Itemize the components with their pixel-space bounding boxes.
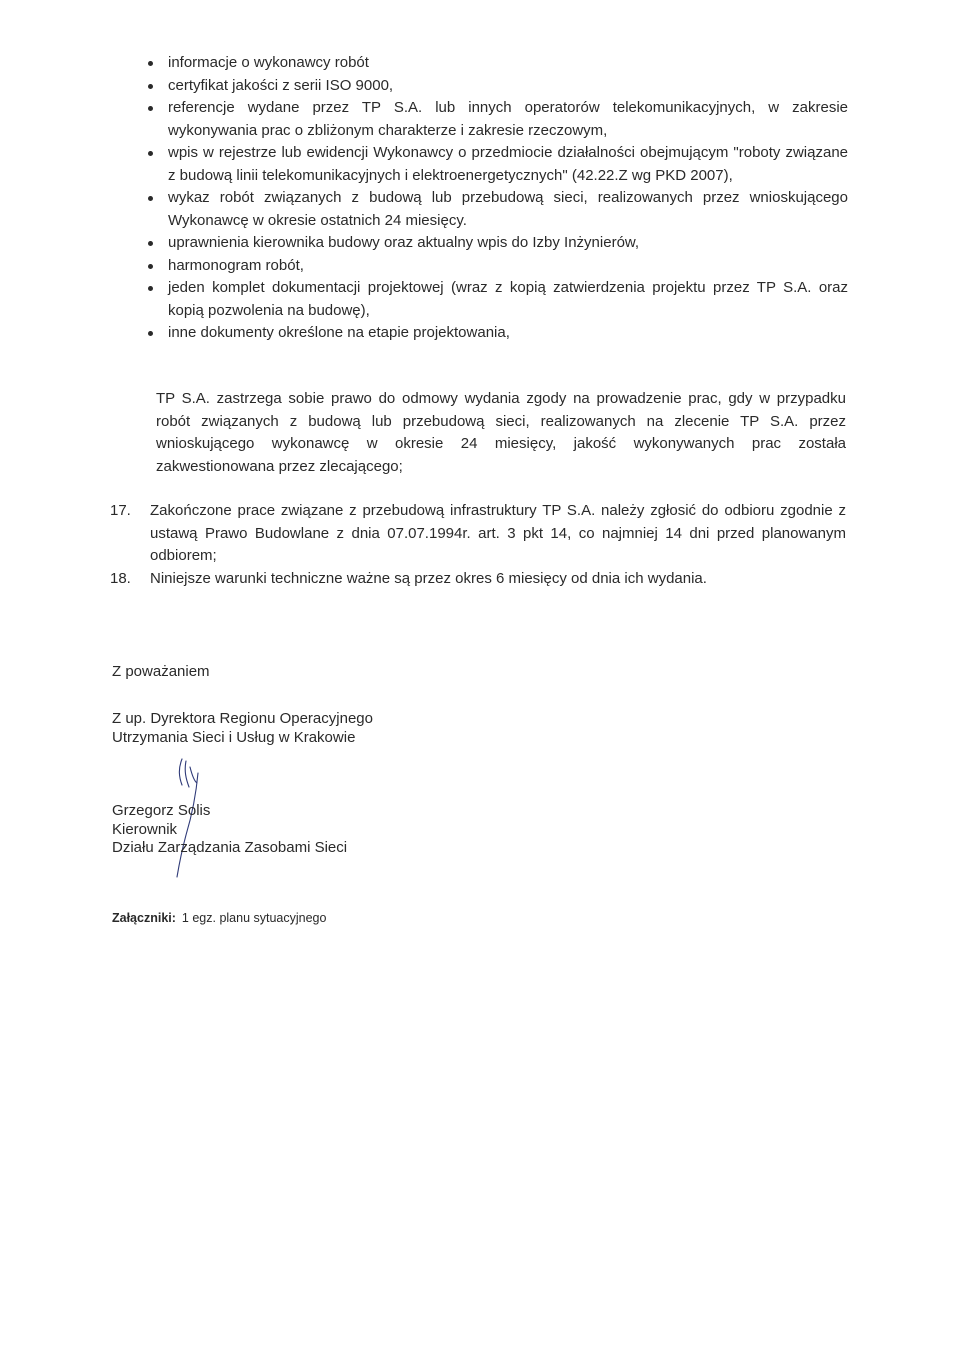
requirements-list <box>148 52 848 345</box>
item-number: 17. <box>110 502 131 519</box>
list-item: wykaz robót związanych z budową lub przebudową sieci, realizowanych przez wnioskującego Wykonawcę w okresie ostatnich 24 miesięcy. <box>148 187 848 232</box>
delegation-line: Z up. Dyrektora Regionu Operacyjnego <box>112 710 373 727</box>
list-item: certyfikat jakości z serii ISO 9000, <box>148 75 848 98</box>
numbered-item <box>110 568 846 591</box>
list-item: harmonogram robót, <box>148 255 848 278</box>
signer-title: Kierownik <box>112 820 178 838</box>
item-number: 18. <box>110 569 131 587</box>
attachments-label: Załączniki: <box>112 911 176 925</box>
item-text: Zakończone prace związane z przebudową infrastruktury TP S.A. należy zgłosić do odbioru zgodnie z ustawą Prawo Budowlane z dnia 07.07.1994r. art. 3 pkt 14, co najmniej 14 dni przed planowanym odbiorem; <box>150 502 846 564</box>
list-item: uprawnienia kierownika budowy oraz aktualny wpis do Izby Inżynierów, <box>148 232 848 255</box>
item-text: Niniejsze warunki techniczne ważne są przez okres 6 miesięcy od dnia ich wydania. <box>150 569 707 587</box>
signer-block <box>112 802 347 858</box>
closing-salutation: Z poważaniem <box>112 663 210 680</box>
numbered-list <box>110 500 846 590</box>
delegation-line: Utrzymania Sieci i Usług w Krakowie <box>112 729 356 746</box>
list-item: informacje o wykonawcy robót <box>148 52 848 75</box>
delegation-block <box>112 709 373 747</box>
list-item: referencje wydane przez TP S.A. lub innych operatorów telekomunikacyjnych, w zakresie wykonywania prac o zbliżonym charakterze i zakresie rzeczowym, <box>148 97 848 142</box>
attachments <box>112 911 326 925</box>
signer-name: Grzegorz Solis <box>112 802 211 819</box>
list-item: jeden komplet dokumentacji projektowej (wraz z kopią zatwierdzenia projektu przez TP S.A. oraz kopią pozwolenia na budowę), <box>148 277 848 322</box>
list-item: inne dokumenty określone na etapie projektowania, <box>148 322 848 345</box>
reservation-paragraph: TP S.A. zastrzega sobie prawo do odmowy wydania zgody na prowadzenie prac, gdy w przypadku robót związanych z budową lub przebudową sieci, realizowanych na zlecenie TP S.A. przez wnioskującego wykonawcę w okresie 24 miesięcy, jakość wykonywanych prac została zakwestionowana przez zlecającego; <box>156 390 846 475</box>
list-item: wpis w rejestrze lub ewidencji Wykonawcy o przedmiocie działalności obejmującym "roboty związane z budową linii telekomunikacyjnych i elektroenergetycznych" (42.22.Z wg PKD 2007), <box>148 142 848 187</box>
attachments-text: 1 egz. planu sytuacyjnego <box>181 911 327 925</box>
numbered-item <box>110 500 846 568</box>
signer-department: Działu Zarządzania Zasobami Sieci <box>112 839 348 856</box>
